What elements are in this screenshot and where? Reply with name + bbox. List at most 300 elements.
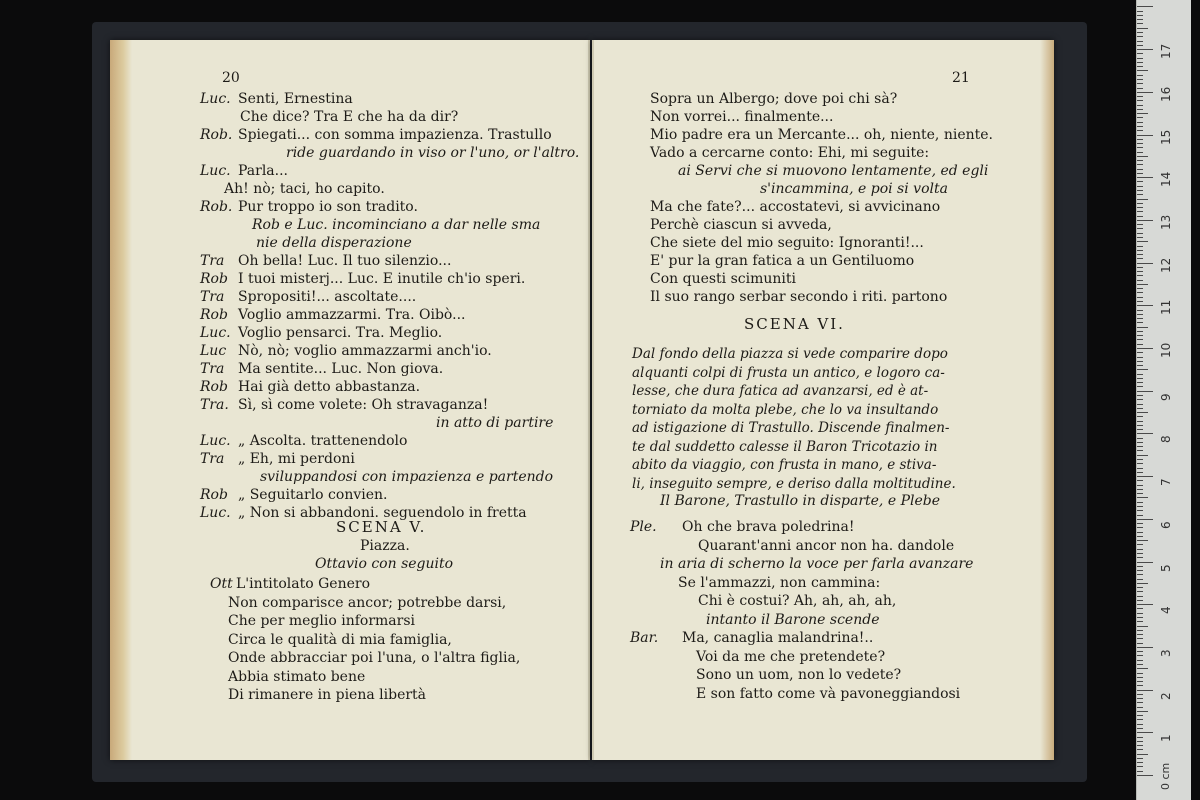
ruler-tick [1137,152,1143,153]
verse-text: ride guardando in viso or l'uno, or l'altro. [286,145,580,161]
ruler-tick [1137,425,1143,426]
ruler-tick [1137,23,1143,24]
ruler-tick [1137,579,1143,580]
ruler-tick [1137,135,1153,136]
ruler-tick [1137,707,1143,708]
verse-text: intanto il Barone scende [706,611,880,628]
ruler-tick [1137,694,1143,695]
ruler-tick [1137,455,1148,456]
ruler-tick [1137,194,1143,195]
ruler-tick [1137,468,1143,469]
ruler-tick [1137,527,1143,528]
ruler-tick [1137,519,1153,520]
text-line [240,108,458,126]
text-line [200,90,353,108]
ruler-tick [1137,224,1143,225]
verse-text: Rob e Luc. incominciano a dar nelle sma [252,217,541,233]
verse-text: Senti, Ernestina [238,91,353,107]
ruler-tick [1137,472,1143,473]
ruler-tick [1137,147,1143,148]
speaker-label: Rob [200,307,228,323]
ruler-tick [1137,583,1148,584]
verse-text: Spropositi!... ascoltate.... [238,289,417,305]
ruler-tick [1137,220,1153,221]
text-line [200,432,407,450]
verse-text: Con questi scimuniti [650,271,797,287]
ruler-tick [1137,156,1148,157]
ruler-tick [1137,344,1143,345]
verse-text: Onde abbracciar poi l'una, o l'altra figlia, [228,650,521,666]
ruler-tick [1137,532,1143,533]
ruler-tick [1137,275,1143,276]
ruler-tick [1137,668,1148,669]
speaker-label: Luc. [200,325,231,341]
ruler-tick [1137,369,1148,370]
ruler-tick [1137,105,1143,106]
ruler-tick [1137,412,1148,413]
ruler-tick [1137,284,1148,285]
ruler-tick [1137,143,1143,144]
ruler-tick [1137,28,1148,29]
ruler-number: 7 [1159,478,1173,487]
ruler-tick [1137,126,1143,127]
ruler-tick [1137,613,1143,614]
ruler-tick [1137,66,1143,67]
text-line [210,575,370,593]
ruler-tick [1137,199,1148,200]
ruler-number: 2 [1159,691,1173,700]
verse-text: Ma che fate?... accostatevi, si avvicinano [650,199,941,215]
ruler-number: 8 [1159,435,1173,444]
stage-direction-line: lesse, che dura fatica ad avanzarsi, ed è at- [632,383,929,399]
ruler-tick [1137,19,1143,20]
speaker-label: Luc. [200,91,231,107]
text-line [650,198,940,216]
speaker-label: Tra [200,253,225,269]
ruler-tick [1137,771,1143,772]
ruler-tick [1137,497,1148,498]
ruler-number: 4 [1159,606,1173,615]
ruler-tick [1137,711,1148,712]
ruler-number: 1 [1159,734,1173,743]
stage-direction-line: alquanti colpi di frusta un antico, e logoro ca- [632,364,945,381]
text-line [200,342,492,360]
ruler-tick [1137,267,1143,268]
ruler-tick [1137,728,1143,729]
text-line [200,270,525,288]
ruler-tick [1137,442,1143,443]
verse-text: Non vorrei... finalmente... [650,109,834,125]
verse-text: Vado a cercarne conto: Ehi, mi seguite: [650,145,930,161]
ruler-tick [1137,186,1143,187]
ruler-tick [1137,41,1143,42]
text-line [650,270,796,288]
speaker-label: Bar. [630,630,659,646]
verse-text: Non comparisce ancor; potrebbe darsi, [228,594,507,611]
ruler-tick [1137,664,1143,665]
scene-cast: Ottavio con seguito [315,556,454,572]
text-line [200,252,451,270]
right-page [592,40,1054,760]
ruler-tick [1137,382,1143,383]
ruler-number: 6 [1159,521,1173,529]
ruler-tick [1137,314,1143,315]
ruler-tick [1137,438,1143,439]
speaker-label: Tra. [200,397,229,413]
ruler-tick [1137,70,1148,71]
ruler-tick [1137,62,1143,63]
ruler-tick [1137,301,1143,302]
ruler-tick [1137,745,1143,746]
ruler-number: 3 [1159,649,1173,657]
ruler-number: 14 [1159,171,1173,188]
ruler-tick [1137,391,1153,392]
text-line [200,162,288,180]
ruler-tick [1137,655,1143,656]
verse-text: Abbia stimato bene [228,668,366,685]
ruler-tick [1137,630,1143,631]
text-line [286,144,579,162]
verse-text: Sì, sì come volete: Oh stravaganza! [238,397,489,413]
ruler-tick [1137,634,1143,635]
scene-place: Piazza. [360,538,410,554]
text-line [698,537,954,555]
ruler-tick [1137,762,1143,763]
ruler-tick [1137,621,1143,622]
ruler-tick [1137,608,1143,609]
ruler-tick [1137,536,1143,537]
ruler-tick [1137,562,1153,563]
text-line [200,378,420,396]
verse-text: ai Servi che si muovono lentamente, ed egli [678,163,989,179]
ruler-tick [1137,271,1143,272]
measuring-ruler [1136,0,1191,800]
ruler-number: 9 [1159,393,1173,401]
ruler-tick [1137,574,1143,575]
ruler-tick [1137,596,1143,597]
ruler-tick [1137,113,1148,114]
ruler-tick [1137,339,1143,340]
ruler-tick [1137,660,1143,661]
speaker-label: Luc. [200,433,231,449]
ruler-tick [1137,651,1143,652]
ruler-tick [1137,758,1143,759]
ruler-tick [1137,258,1143,259]
text-line [650,234,924,252]
ruler-tick [1137,626,1148,627]
ruler-tick [1137,190,1143,191]
verse-text: Che siete del mio seguito: Ignoranti!... [650,235,924,251]
ruler-tick [1137,335,1143,336]
scene-cast: Il Barone, Trastullo in disparte, e Plebe [660,493,940,509]
ruler-tick [1137,352,1143,353]
verse-text: E' pur la gran fatica a un Gentiluomo [650,253,915,269]
ruler-tick [1137,690,1153,691]
page-number: 21 [952,70,970,86]
ruler-tick [1137,322,1143,323]
ruler-tick [1137,83,1143,84]
text-line [200,360,443,378]
ruler-tick [1137,450,1143,451]
speaker-label: Rob [200,487,228,503]
ruler-number: 10 [1159,342,1173,358]
ruler-number: 5 [1159,563,1173,572]
ruler-tick [1137,280,1143,281]
text-line [224,180,385,198]
ruler-tick [1137,79,1143,80]
text-line [228,594,506,612]
text-line [660,555,973,573]
ruler-tick [1137,544,1143,545]
text-line [436,414,553,432]
scene-title: SCENA VI. [744,315,845,333]
ruler-number: 16 [1159,86,1173,102]
text-line [706,611,879,629]
speaker-label: Luc. [200,163,231,179]
ruler-tick [1137,88,1143,89]
ruler-tick [1137,416,1143,417]
ruler-tick [1137,698,1143,699]
ruler-tick [1137,361,1143,362]
ruler-tick [1137,617,1143,618]
text-line [200,306,465,324]
text-line [678,162,988,180]
ruler-tick [1137,506,1143,507]
ruler-tick [1137,49,1153,50]
verse-text: Nò, nò; voglio ammazzarmi anch'io. [238,343,492,359]
ruler-tick [1137,775,1153,776]
verse-text: I tuoi misterj... Luc. E inutile ch'io speri. [238,271,526,287]
ruler-tick [1137,211,1143,212]
verse-text: sviluppandosi con impazienza e partendo [260,469,554,485]
text-line [698,592,896,610]
verse-text: Perchè ciascun si avveda, [650,217,832,233]
verse-text: nie della disperazione [256,235,412,251]
ruler-tick [1137,737,1143,738]
ruler-tick [1137,228,1143,229]
ruler-tick [1137,237,1143,238]
ruler-tick [1137,203,1143,204]
ruler-tick [1137,177,1153,178]
verse-text: Oh bella! Luc. Il tuo silenzio... [238,253,452,269]
ruler-tick [1137,173,1143,174]
ruler-tick [1137,404,1143,405]
ruler-tick [1137,766,1143,767]
ruler-tick [1137,502,1143,503]
ruler-tick [1137,446,1143,447]
speaker-label: Rob [200,379,228,395]
ruler-tick [1137,702,1143,703]
ruler-tick [1137,493,1143,494]
ruler-tick [1137,681,1143,682]
ruler-tick [1137,331,1143,332]
speaker-label: Rob [200,271,228,287]
ruler-tick [1137,263,1153,264]
ruler-tick [1137,523,1143,524]
text-line [200,288,416,306]
ruler-tick [1137,357,1143,358]
verse-text: Spiegati... con somma impazienza. Trastullo [238,127,552,143]
ruler-tick [1137,58,1143,59]
left-page [110,40,590,760]
ruler-tick [1137,164,1143,165]
ruler-tick [1137,685,1143,686]
ruler-tick [1137,92,1153,93]
text-line [228,649,520,667]
ruler-tick [1137,130,1143,131]
ruler-tick [1137,754,1148,755]
verse-text: in atto di partire [436,415,554,431]
stage-direction-line: torniato da molta plebe, che lo va insultando [632,401,939,418]
ruler-tick [1137,139,1143,140]
ruler-tick [1137,250,1143,251]
text-line [200,486,387,504]
text-line [630,518,855,536]
text-line [650,216,832,234]
ruler-tick [1137,600,1143,601]
ruler-tick [1137,485,1143,486]
verse-text: Voi da me che pretendete? [696,648,886,665]
ruler-tick [1137,297,1143,298]
ruler-tick [1137,421,1143,422]
ruler-tick [1137,374,1143,375]
ruler-tick [1137,122,1143,123]
verse-text: Sono un uom, non lo vedete? [696,667,902,683]
ruler-tick [1137,677,1143,678]
ruler-tick [1137,566,1143,567]
ruler-tick [1137,32,1143,33]
speaker-label: Ott [210,576,233,592]
verse-text: „ Seguitarlo convien. [238,487,388,503]
speaker-label: Tra [200,451,225,467]
ruler-tick [1137,246,1143,247]
verse-text: Ma, canaglia malandrina!.. [682,630,874,646]
stage-direction-line: Dal fondo della piazza si vede comparire dopo [632,346,948,362]
speaker-label: Rob. [200,127,233,143]
ruler-tick [1137,732,1153,733]
ruler-tick [1137,305,1153,306]
verse-text: E son fatto come và pavoneggiandosi [696,685,961,702]
ruler-tick [1137,463,1143,464]
text-line [760,180,948,198]
verse-text: Circa le qualità di mia famiglia, [228,631,452,648]
ruler-tick [1137,288,1143,289]
verse-text: Voglio ammazzarmi. Tra. Oibò... [238,307,466,323]
ruler-tick [1137,480,1143,481]
ruler-tick [1137,75,1143,76]
ruler-tick [1137,549,1143,550]
ruler-tick [1137,36,1143,37]
verse-text: „ Eh, mi perdoni [238,451,355,467]
text-line [260,468,553,486]
ruler-tick [1137,408,1143,409]
ruler-tick [1137,53,1143,54]
verse-text: Sopra un Albergo; dove poi chi sà? [650,91,898,107]
text-line [200,450,355,468]
verse-text: Voglio pensarci. Tra. Meglio. [238,325,443,341]
ruler-tick [1137,724,1143,725]
ruler-tick [1137,386,1143,387]
verse-text: Chi è costui? Ah, ah, ah, ah, [698,593,897,609]
ruler-tick [1137,570,1143,571]
speaker-label: Rob. [200,199,233,215]
verse-text: „ Ascolta. trattenendolo [238,433,408,449]
ruler-tick [1137,587,1143,588]
text-line [650,126,993,144]
ruler-tick [1137,540,1148,541]
verse-text: Il suo rango serbar secondo i riti. partono [650,289,948,305]
text-line [200,198,418,216]
text-line [678,574,880,592]
verse-text: Quarant'anni ancor non ha. dandole [698,537,955,554]
page-number: 20 [222,70,240,86]
ruler-tick [1137,604,1153,605]
ruler-tick [1137,638,1143,639]
ruler-tick [1137,310,1143,311]
text-line [200,396,488,414]
ruler-number: 11 [1159,300,1173,316]
ruler-number: 17 [1159,43,1173,60]
verse-text: Hai già detto abbastanza. [238,379,421,395]
ruler-tick [1137,100,1143,101]
ruler-tick [1137,233,1143,234]
ruler-tick [1137,673,1143,674]
ruler-tick [1137,557,1143,558]
ruler-tick [1137,643,1143,644]
text-line [228,686,426,704]
ruler-tick [1137,11,1143,12]
text-line [650,252,914,270]
ruler-tick [1137,327,1148,328]
verse-text: in aria di scherno la voce per farla avanzare [660,556,974,572]
ruler-tick [1137,429,1143,430]
ruler-unit-label: 0 cm [1159,762,1172,790]
ruler-tick [1137,15,1143,16]
text-line [650,90,897,108]
ruler-tick [1137,741,1143,742]
ruler-tick [1137,510,1143,511]
text-line [228,668,365,686]
text-line [630,629,873,647]
ruler-tick [1137,591,1143,592]
text-line [696,685,960,703]
ruler-tick [1137,160,1143,161]
ruler-tick [1137,348,1153,349]
text-line [650,108,833,126]
ruler-tick [1137,489,1143,490]
ruler-tick [1137,169,1143,170]
ruler-tick [1137,365,1143,366]
verse-text: Ma sentite... Luc. Non giova. [238,361,444,377]
text-line [256,234,412,252]
ruler-tick [1137,181,1143,182]
verse-text: Parla... [238,163,289,179]
ruler-number: 15 [1159,129,1173,145]
ruler-tick [1137,378,1143,379]
verse-text: Ah! nò; taci, ho capito. [224,181,385,197]
text-line [200,126,552,144]
text-line [228,612,415,630]
ruler-tick [1137,749,1143,750]
verse-text: Pur troppo io son tradito. [238,199,418,215]
stage-direction-line: ad istigazione di Trastullo. Discende finalmen- [632,420,950,436]
ruler-tick [1137,96,1143,97]
speaker-label: Tra [200,289,225,305]
ruler-tick [1137,117,1143,118]
ruler-tick [1137,6,1153,7]
ruler-tick [1137,476,1153,477]
verse-text: Che per meglio informarsi [228,613,415,629]
